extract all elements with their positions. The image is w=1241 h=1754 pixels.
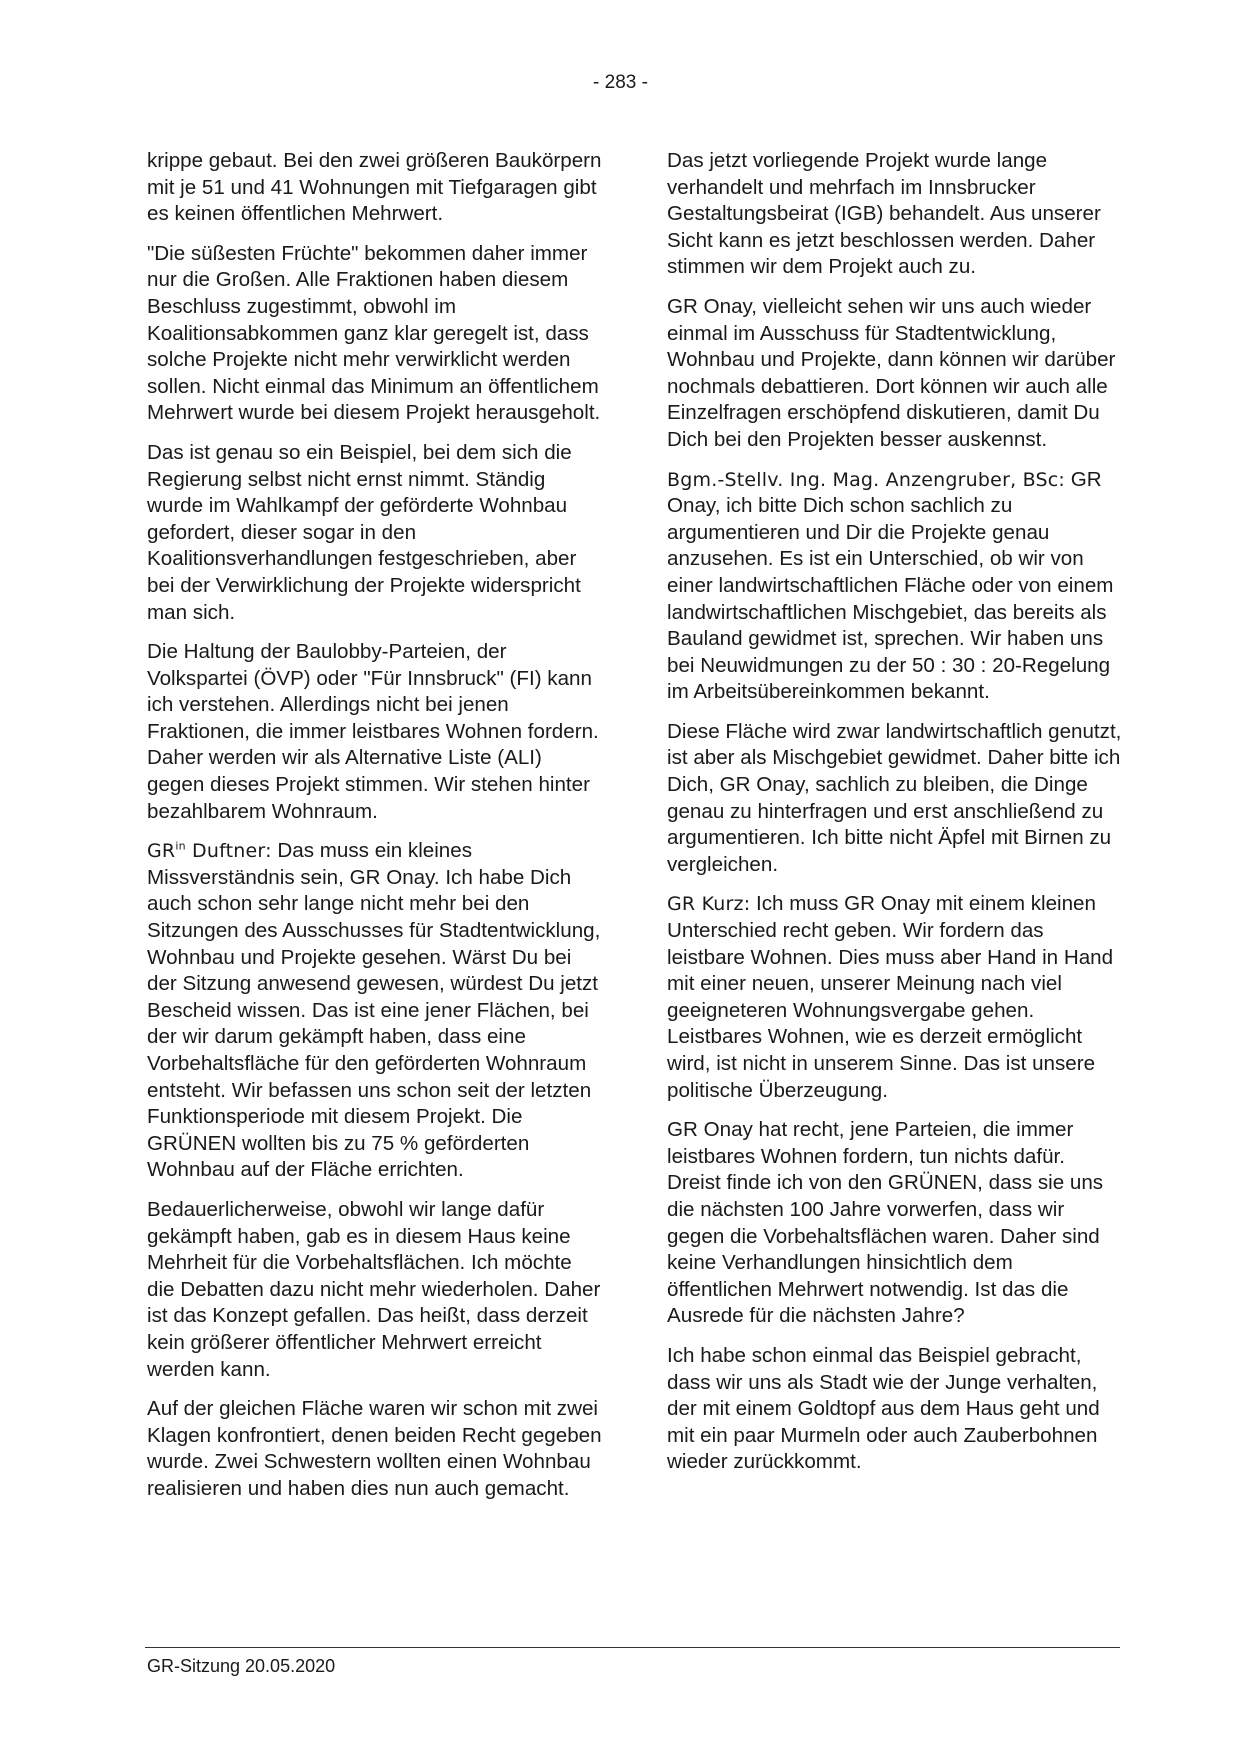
paragraph: Das jetzt vorliegende Projekt wurde lange verhandelt und mehrfach im Innsbrucker Gestaltungsbeirat (IGB) behandelt. Aus unserer Sicht kann es jetzt beschlossen werden. Daher stimmen wir dem Projekt auch zu. xyxy=(667,149,1101,279)
right-column xyxy=(667,148,1122,1489)
speaker-name: Bgm.-Stellv. Ing. Mag. Anzengruber, BSc: xyxy=(667,468,1065,491)
paragraph: Diese Fläche wird zwar landwirtschaftlich genutzt, ist aber als Mischgebiet gewidmet. Daher bitte ich Dich, GR Onay, sachlich zu bleiben, die Dinge genau zu hinterfragen und erst anschließend zu argumentieren. Ich bitte nicht Äpfel mit Birnen zu vergleichen. xyxy=(667,719,1122,876)
speaker-name: $GR^{in}$ Duftner: xyxy=(147,839,272,863)
paragraph: Ich habe schon einmal das Beispiel gebracht, dass wir uns als Stadt wie der Junge verhalten, der mit einem Goldtopf aus dem Haus geht und mit ein paar Murmeln oder auch Zauberbohnen wieder zurückkommt. xyxy=(667,1343,1100,1474)
paragraph: krippe gebaut. Bei den zwei größeren Baukörpern mit je 51 und 41 Wohnungen mit Tiefgaragen gibt es keinen öffentlichen Mehrwert. xyxy=(147,149,602,226)
left-column xyxy=(147,148,602,1516)
paragraph: "Die süßesten Früchte" bekommen daher immer nur die Großen. Alle Fraktionen haben diesem Beschluss zugestimmt, obwohl im Koalitionsabkommen ganz klar geregelt ist, dass solche Projekte nicht mehr verwirklicht werden sollen. Nicht einmal das Minimum an öffentlichem Mehrwert wurde bei diesem Projekt herausgeholt. xyxy=(147,241,601,425)
paragraph: GR Onay, vielleicht sehen wir uns auch wieder einmal im Ausschuss für Stadtentwicklung, Wohnbau und Projekte, dann können wir darüber nochmals debattieren. Dort können wir auch alle Einzelfragen erschöpfend diskutieren, damit Du Dich bei den Projekten besser auskennst. xyxy=(667,294,1116,451)
page-number: - 283 - xyxy=(593,72,648,93)
paragraph: Auf der gleichen Fläche waren wir schon mit zwei Klagen konfrontiert, denen beiden Recht gegeben wurde. Zwei Schwestern wollten einen Wohnbau realisieren und haben dies nun auch gemacht. xyxy=(147,1397,602,1500)
footer-session-date: GR-Sitzung 20.05.2020 xyxy=(147,1656,336,1676)
speaker-paragraph: Bgm.-Stellv. Ing. Mag. Anzengruber, BSc: GR Onay, ich bitte Dich schon sachlich zu argumentieren und Dir die Projekte genau anzusehen. Es ist ein Unterschied, ob wir von einer landwirtschaftlichen Fläche oder von einem landwirtschaftlichen Mischgebiet, das bereits als Bauland gewidmet ist, sprechen. Wir haben uns bei Neuwidmungen zu der 50 : 30 : 20-Regelung im Arbeitsübereinkommen bekannt. xyxy=(667,467,1114,704)
speaker-name: GR Kurz: xyxy=(667,893,751,916)
speaker-paragraph: $GR^{in}$ Duftner: Das muss ein kleines Missverständnis sein, GR Onay. Ich habe Dich auch schon sehr lange nicht mehr bei den Sitzungen des Ausschusses für Stadtentwicklung, Wohnbau und Projekte gesehen. Wärst Du bei der Sitzung anwesend gewesen, würdest Du jetzt Bescheid wissen. Das ist eine jener Flächen, bei der wir darum gekämpft haben, dass eine Vorbehaltsfläche für den geförderten Wohnraum entsteht. Wir befassen uns schon seit der letzten Funktionsperiode mit diesem Projekt. Die GRÜNEN wollten bis zu 75 % geförderten Wohnbau auf der Fläche errichten. xyxy=(147,839,601,1182)
footer-divider xyxy=(145,1647,1120,1648)
paragraph: Das ist genau so ein Beispiel, bei dem sich die Regierung selbst nicht ernst nimmt. Ständig wurde im Wahlkampf der geförderte Wohnbau gefordert, dieser sogar in den Koalitionsverhandlungen festgeschrieben, aber bei der Verwirklichung der Projekte widerspricht man sich. xyxy=(147,440,581,624)
paragraph: GR Onay hat recht, jene Parteien, die immer leistbares Wohnen fordern, tun nichts dafür. Dreist finde ich von den GRÜNEN, dass sie uns die nächsten 100 Jahre vorwerfen, dass wir gegen die Vorbehaltsflächen waren. Daher sind keine Verhandlungen hinsichtlich dem öffentlichen Mehrwert notwendig. Ist das die Ausrede für die nächsten Jahre? xyxy=(667,1118,1104,1328)
paragraph: Die Haltung der Baulobby-Parteien, der Volkspartei (ÖVP) oder "Für Innsbruck" (FI) kann ich verstehen. Allerdings nicht bei jenen Fraktionen, die immer leistbares Wohnen fordern. Daher werden wir als Alternative Liste (ALI) gegen dieses Projekt stimmen. Wir stehen hinter bezahlbarem Wohnraum. xyxy=(147,640,599,823)
paragraph: Bedauerlicherweise, obwohl wir lange dafür gekämpft haben, gab es in diesem Haus keine Mehrheit für die Vorbehaltsflächen. Ich möchte die Debatten dazu nicht mehr wiederholen. Daher ist das Konzept gefallen. Das heißt, dass derzeit kein größerer öffentlicher Mehrwert erreicht werden kann. xyxy=(147,1197,601,1381)
speaker-paragraph: GR Kurz: Ich muss GR Onay mit einem kleinen Unterschied recht geben. Wir fordern das leistbare Wohnen. Dies muss aber Hand in Hand mit einer neuen, unserer Meinung nach viel geeigneteren Wohnungsvergabe gehen. Leistbares Wohnen, wie es derzeit ermöglicht wird, ist nicht in unserem Sinne. Das ist unsere politische Überzeugung. xyxy=(667,892,1114,1102)
